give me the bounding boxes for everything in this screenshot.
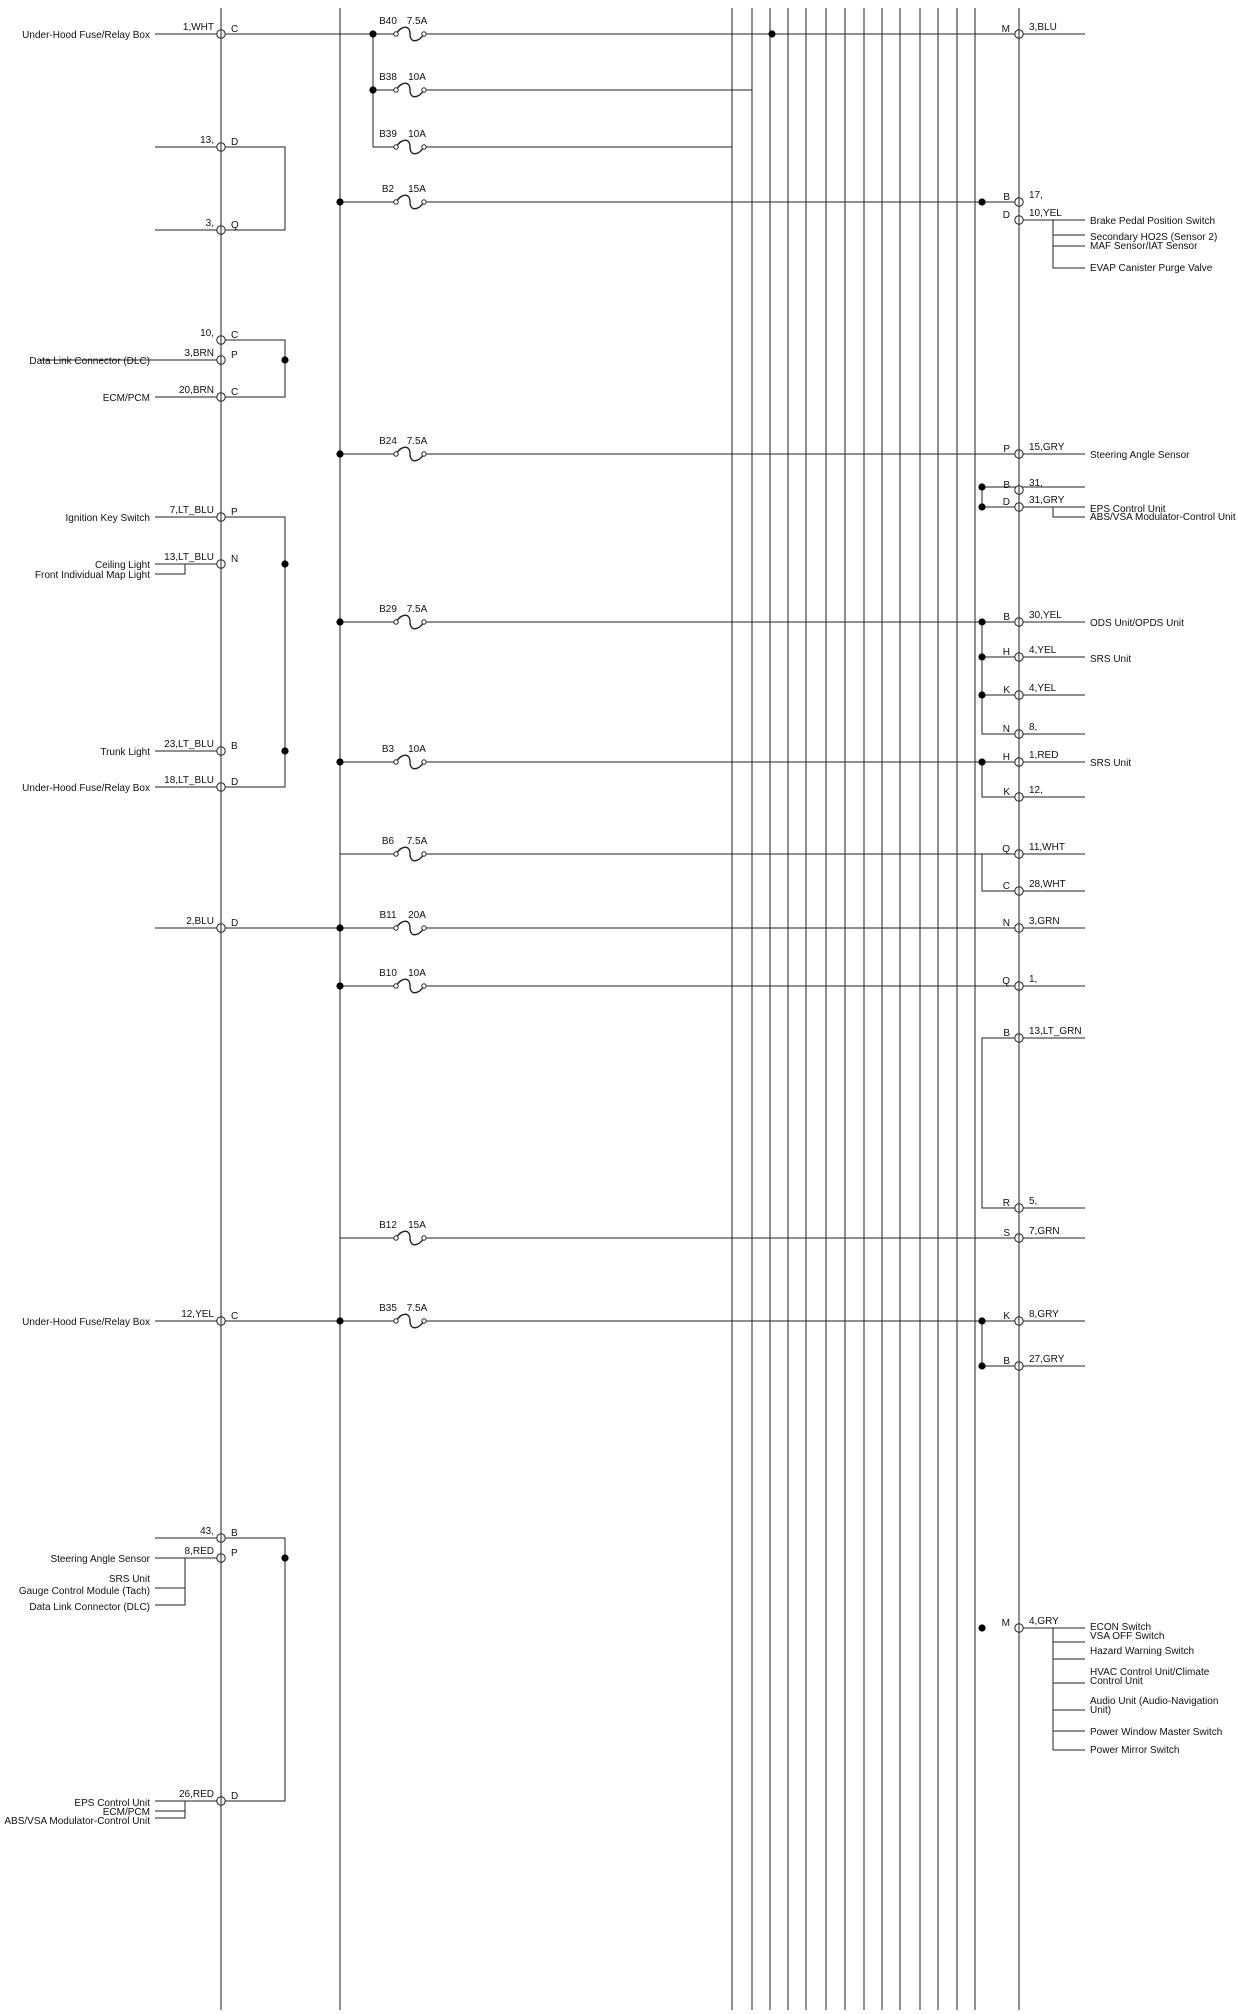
fuse-icon <box>394 27 426 41</box>
left-component-label: Under-Hood Fuse/Relay Box <box>22 30 150 41</box>
junction-dot <box>281 1554 288 1561</box>
left-pin-letter: C <box>231 1311 239 1322</box>
right-wire-label: 13,LT_GRN <box>1029 1026 1082 1037</box>
left-pin-letter: D <box>231 777 239 788</box>
right-pin-letter: D <box>1002 210 1010 221</box>
right-pin-letter: N <box>1002 918 1010 929</box>
right-wire-label: 27,GRY <box>1029 1354 1065 1365</box>
left-component-label: Trunk Light <box>100 747 150 758</box>
right-wire-label: 30,YEL <box>1029 610 1062 621</box>
junction-dot <box>978 1362 985 1369</box>
right-pin-letter: Q <box>1002 976 1010 987</box>
left-branch <box>155 1558 185 1605</box>
right-wire-label: 3,BLU <box>1029 22 1057 33</box>
right-component-label: SRS Unit <box>1090 654 1132 665</box>
fuse-icon <box>394 195 426 209</box>
left-component-label: EPS Control Unit <box>74 1798 150 1809</box>
junction-dot <box>978 618 985 625</box>
right-loop <box>982 854 1019 891</box>
fuse-terminal <box>394 984 398 988</box>
fuse-id: B38 <box>379 72 397 83</box>
right-wire-label: 31, <box>1029 478 1043 489</box>
right-component-label: Steering Angle Sensor <box>1090 450 1190 461</box>
right-pin-letter: N <box>1002 724 1010 735</box>
fuse-rating: 10A <box>408 129 426 140</box>
fuse-element <box>396 1314 424 1328</box>
fuse-element <box>396 979 424 993</box>
junction-dots <box>281 30 985 1631</box>
left-branch <box>155 564 185 574</box>
fuse-terminal <box>422 1236 426 1240</box>
fuse-symbols <box>394 27 426 1328</box>
left-pin-letter: C <box>231 387 239 398</box>
fuse-icon <box>394 83 426 97</box>
right-pin-letter: R <box>1002 1198 1010 1209</box>
right-pin-letter: M <box>1001 1618 1010 1629</box>
junction-dot <box>336 1317 343 1324</box>
connector-pin <box>1015 758 1023 766</box>
fuse-icon <box>394 1231 426 1245</box>
fuse-output-wire <box>424 147 732 2010</box>
fuse-icon <box>394 979 426 993</box>
fuse-terminal <box>394 620 398 624</box>
right-component-label: EPS Control Unit <box>1090 504 1166 515</box>
connector-pin <box>1015 793 1023 801</box>
connector-pin <box>1015 450 1023 458</box>
connector-pin <box>217 143 225 151</box>
fuse-id: B35 <box>379 1303 397 1314</box>
right-component-label: Brake Pedal Position Switch <box>1090 216 1216 227</box>
left-pin-letter: N <box>231 554 239 565</box>
right-pin-letter: H <box>1002 647 1010 658</box>
connector-pin <box>1015 198 1023 206</box>
left-pin-letter: D <box>231 918 239 929</box>
left-wire-label: 13,LT_BLU <box>164 552 214 563</box>
right-pin-letter: H <box>1002 752 1010 763</box>
connector-pin <box>1015 618 1023 626</box>
fuse-terminal <box>394 88 398 92</box>
right-pin-letter: M <box>1001 24 1010 35</box>
left-wire-label: 8,RED <box>184 1546 214 1557</box>
fuse-rating: 7.5A <box>406 1303 428 1314</box>
fuse-terminal <box>422 984 426 988</box>
right-wire-label: 11,WHT <box>1029 842 1065 853</box>
left-pin-letter: D <box>231 137 239 148</box>
right-wire-label: 3,GRN <box>1029 916 1060 927</box>
fuse-terminal <box>422 1319 426 1323</box>
junction-dot <box>369 86 376 93</box>
junction-dot <box>336 450 343 457</box>
right-loop <box>982 1038 1019 1208</box>
left-pin-letter: Q <box>231 220 239 231</box>
right-wire-label: 17, <box>1029 190 1043 201</box>
right-wire-label: 7,GRN <box>1029 1226 1060 1237</box>
right-wire-label: 5, <box>1029 1196 1038 1207</box>
fuse-id: B2 <box>381 184 395 195</box>
right-component-label: Secondary HO2S (Sensor 2) <box>1090 232 1218 243</box>
fuse-icon <box>394 615 426 629</box>
connector-pin <box>1015 30 1023 38</box>
connector-pin <box>217 30 225 38</box>
right-pin-letter: B <box>1003 1356 1010 1367</box>
fuse-terminal <box>394 200 398 204</box>
fuse-element <box>396 447 424 461</box>
right-component-label: Power Mirror Switch <box>1090 1745 1180 1756</box>
left-component-label: ECM/PCM <box>102 393 150 404</box>
right-component-label: Control Unit <box>1090 1676 1143 1687</box>
connector-pin <box>217 336 225 344</box>
fuse-terminal <box>394 452 398 456</box>
fuse-id: B12 <box>379 1220 397 1231</box>
junction-dot <box>978 1624 985 1631</box>
connector-pin <box>217 1534 225 1542</box>
left-wire-label: 7,LT_BLU <box>169 505 214 516</box>
connector-pin <box>1015 1362 1023 1370</box>
wire-network <box>40 8 1085 2010</box>
right-wire-label: 1,RED <box>1029 750 1059 761</box>
right-pin-letter: B <box>1003 480 1010 491</box>
right-wire-label: 28,WHT <box>1029 879 1066 890</box>
junction-dot <box>281 560 288 567</box>
right-wire-label: 4,YEL <box>1029 683 1057 694</box>
right-component-label: Unit) <box>1090 1705 1112 1716</box>
connector-pin <box>1015 730 1023 738</box>
right-component-label: Power Window Master Switch <box>1090 1727 1223 1738</box>
junction-dot <box>336 618 343 625</box>
left-wire-label: 10, <box>200 328 214 339</box>
right-wire-label: 4,GRY <box>1029 1616 1059 1627</box>
junction-dot <box>336 982 343 989</box>
junction-dot <box>336 198 343 205</box>
right-component-label: MAF Sensor/IAT Sensor <box>1090 241 1198 252</box>
right-component-label: ODS Unit/OPDS Unit <box>1090 618 1184 629</box>
left-wire-label: 18,LT_BLU <box>164 775 214 786</box>
left-component-label: Front Individual Map Light <box>34 570 150 581</box>
fuse-rating: 7.5A <box>406 16 428 27</box>
right-component-label: ECON Switch <box>1090 1622 1152 1633</box>
junction-dot <box>978 483 985 490</box>
fuse-id: B24 <box>379 436 397 447</box>
connector-pin <box>1015 216 1023 224</box>
left-component-label: Under-Hood Fuse/Relay Box <box>22 783 150 794</box>
right-wire-label: 8, <box>1029 722 1038 733</box>
right-wire-label: 8,GRY <box>1029 1309 1059 1320</box>
right-pin-letter: K <box>1003 787 1010 798</box>
right-component-label: HVAC Control Unit/Climate <box>1090 1667 1210 1678</box>
connector-pin <box>217 226 225 234</box>
fuse-id: B6 <box>381 836 395 847</box>
left-pin-letter: B <box>231 741 238 752</box>
left-wire-label: 1,WHT <box>182 22 214 33</box>
right-pin-letter: K <box>1003 685 1010 696</box>
connector-pin <box>217 356 225 364</box>
fuse-rating: 10A <box>408 744 426 755</box>
right-branch <box>1019 220 1085 268</box>
fuse-terminal <box>422 88 426 92</box>
left-component-label: Ignition Key Switch <box>65 513 150 524</box>
junction-dot <box>978 758 985 765</box>
connector-pin <box>1015 1624 1023 1632</box>
connector-pin <box>1015 486 1023 494</box>
connector-pin <box>1015 850 1023 858</box>
fuse-rating: 15A <box>408 1220 426 1231</box>
fuse-id: B11 <box>379 910 397 921</box>
left-wire-label: 13, <box>200 135 214 146</box>
connector-pin <box>1015 1234 1023 1242</box>
fuse-terminal <box>422 452 426 456</box>
right-component-label: Audio Unit (Audio-Navigation <box>1090 1696 1219 1707</box>
fuse-rating: 10A <box>408 72 426 83</box>
junction-dot <box>978 198 985 205</box>
fuse-terminal <box>422 620 426 624</box>
fuse-terminal <box>394 1319 398 1323</box>
fuse-terminal <box>422 145 426 149</box>
connector-pin <box>1015 653 1023 661</box>
fuse-output-wire <box>424 90 752 2010</box>
fuse-terminal <box>394 926 398 930</box>
left-wire-label: 12,YEL <box>181 1309 214 1320</box>
junction-dot <box>369 30 376 37</box>
right-component-label: Hazard Warning Switch <box>1090 1646 1195 1657</box>
left-component-label: ECM/PCM <box>102 1807 150 1818</box>
right-component-label: SRS Unit <box>1090 758 1132 769</box>
right-pin-letter: B <box>1003 612 1010 623</box>
connector-pins <box>217 30 1023 1805</box>
right-loop <box>982 1321 1019 1366</box>
fuse-terminal <box>422 760 426 764</box>
left-component-label: SRS Unit <box>108 1574 150 1585</box>
right-wire-label: 15,GRY <box>1029 442 1065 453</box>
fuse-id: B40 <box>379 16 397 27</box>
fuse-element <box>396 615 424 629</box>
left-component-label: Steering Angle Sensor <box>50 1554 150 1565</box>
connector-pin <box>217 1317 225 1325</box>
fuse-rating: 10A <box>408 968 426 979</box>
left-wire-label: 26,RED <box>178 1789 214 1800</box>
fuse-id: B29 <box>379 604 397 615</box>
junction-dot <box>281 747 288 754</box>
right-loop <box>982 622 1019 734</box>
connector-pin <box>217 783 225 791</box>
left-pin-letter: D <box>231 1791 239 1802</box>
connector-pin <box>1015 887 1023 895</box>
right-pin-letter: K <box>1003 1311 1010 1322</box>
fuse-id: B10 <box>379 968 397 979</box>
fuse-icon <box>394 921 426 935</box>
left-wire-label: 3,BRN <box>184 348 214 359</box>
left-component-label: Under-Hood Fuse/Relay Box <box>22 1317 150 1328</box>
right-component-label: VSA OFF Switch <box>1090 1631 1165 1642</box>
left-pin-letter: C <box>231 330 239 341</box>
connector-pin <box>217 560 225 568</box>
fuse-element <box>396 1231 424 1245</box>
left-loop <box>221 1538 285 1801</box>
connector-pin <box>1015 503 1023 511</box>
fuse-rating: 20A <box>408 910 426 921</box>
fuse-id: B39 <box>379 129 397 140</box>
fuse-terminal <box>394 1236 398 1240</box>
left-wire-label: 3, <box>205 218 214 229</box>
connector-pin <box>217 1797 225 1805</box>
connector-pin <box>217 924 225 932</box>
left-component-label: ABS/VSA Modulator-Control Unit <box>4 1816 150 1827</box>
connector-pin <box>217 1554 225 1562</box>
fuse-terminal <box>422 200 426 204</box>
right-loop <box>982 762 1019 797</box>
fuse-element <box>396 195 424 209</box>
connector-pin <box>1015 924 1023 932</box>
fuse-icon <box>394 847 426 861</box>
right-pin-letter: D <box>1002 497 1010 508</box>
connector-pin <box>1015 982 1023 990</box>
right-branch <box>1019 1628 1085 1750</box>
left-component-label: Ceiling Light <box>94 560 150 571</box>
left-component-label: Gauge Control Module (Tach) <box>18 1586 150 1597</box>
fuse-rating: 7.5A <box>406 836 428 847</box>
fuse-id: B3 <box>381 744 395 755</box>
right-loop <box>982 487 1019 507</box>
fuse-rating: 7.5A <box>406 436 428 447</box>
left-pin-letter: P <box>231 1548 238 1559</box>
fuse-icon <box>394 755 426 769</box>
fuse-icon <box>394 447 426 461</box>
fuse-terminal <box>422 852 426 856</box>
connector-pin <box>1015 1034 1023 1042</box>
junction-dot <box>336 758 343 765</box>
diagram-text <box>4 16 1235 1827</box>
junction-dot <box>978 503 985 510</box>
fuse-terminal <box>422 926 426 930</box>
left-wire-label: 20,BRN <box>178 385 214 396</box>
fuse-terminal <box>422 32 426 36</box>
left-wire-label: 23,LT_BLU <box>164 739 214 750</box>
right-pin-letter: S <box>1003 1228 1010 1239</box>
fuse-element <box>396 27 424 41</box>
right-pin-letter: C <box>1002 881 1010 892</box>
left-pin-letter: B <box>231 1528 238 1539</box>
fuse-rating: 7.5A <box>406 604 428 615</box>
left-wire-label: 43, <box>200 1526 214 1537</box>
left-pin-letter: C <box>231 24 239 35</box>
fuse-terminal <box>394 145 398 149</box>
connector-pin <box>1015 1317 1023 1325</box>
junction-dot <box>336 924 343 931</box>
connector-pin <box>217 393 225 401</box>
right-component-label: ABS/VSA Modulator-Control Unit <box>1090 512 1236 523</box>
junction-dot <box>978 691 985 698</box>
connector-pin <box>1015 1204 1023 1212</box>
junction-dot <box>768 30 775 37</box>
junction-dot <box>978 1317 985 1324</box>
left-loop <box>221 147 285 230</box>
right-wire-label: 4,YEL <box>1029 645 1057 656</box>
right-pin-letter: B <box>1003 192 1010 203</box>
left-pin-letter: P <box>231 507 238 518</box>
left-component-label: Data Link Connector (DLC) <box>29 1602 150 1613</box>
left-branch <box>155 1801 185 1818</box>
fuse-terminal <box>394 852 398 856</box>
fuse-element <box>396 847 424 861</box>
connector-pin <box>217 513 225 521</box>
fuse-element <box>396 83 424 97</box>
right-wire-label: 12, <box>1029 785 1043 796</box>
junction-dot <box>281 356 288 363</box>
junction-dot <box>978 653 985 660</box>
right-pin-letter: P <box>1003 444 1010 455</box>
connector-pin <box>217 747 225 755</box>
fuse-rating: 15A <box>408 184 426 195</box>
fuse-icon <box>394 1314 426 1328</box>
right-pin-letter: Q <box>1002 844 1010 855</box>
left-pin-letter: P <box>231 350 238 361</box>
right-wire-label: 1, <box>1029 974 1038 985</box>
right-pin-letter: B <box>1003 1028 1010 1039</box>
fuse-element <box>396 921 424 935</box>
right-wire-label: 10,YEL <box>1029 208 1062 219</box>
right-branch <box>1053 507 1085 517</box>
right-component-label: EVAP Canister Purge Valve <box>1090 263 1213 274</box>
left-component-label: Data Link Connector (DLC) <box>29 356 150 367</box>
fuse-icon <box>394 140 426 154</box>
fuse-element <box>396 140 424 154</box>
fuse-terminal <box>394 32 398 36</box>
left-wire-label: 2,BLU <box>186 916 214 927</box>
right-wire-label: 31,GRY <box>1029 495 1065 506</box>
connector-pin <box>1015 691 1023 699</box>
fuse-element <box>396 755 424 769</box>
fuse-terminal <box>394 760 398 764</box>
